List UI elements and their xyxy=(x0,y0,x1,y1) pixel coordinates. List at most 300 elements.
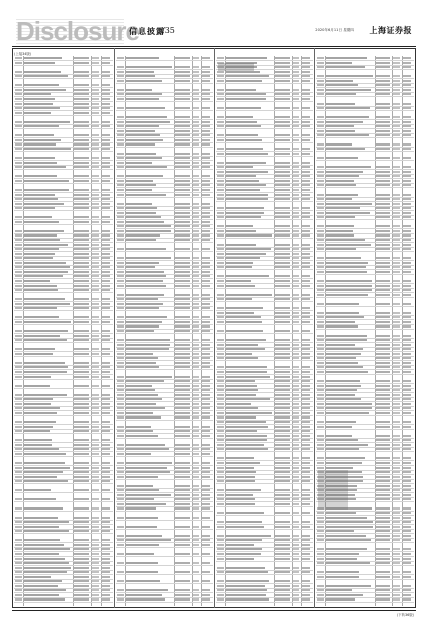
table-cell-text xyxy=(302,212,310,214)
row-rule xyxy=(14,433,113,434)
row-rule xyxy=(14,501,113,502)
row-rule xyxy=(116,520,213,521)
table-cell-text xyxy=(326,212,370,214)
table-cell-text xyxy=(92,407,99,409)
table-cell-text xyxy=(293,462,299,464)
table-cell-text xyxy=(403,407,411,409)
table-cell-text xyxy=(193,562,199,564)
table-cell-text xyxy=(376,89,390,91)
table-cell-text xyxy=(326,576,359,578)
table-cell-text xyxy=(376,412,390,414)
table-cell-text xyxy=(24,580,62,582)
table-cell-text xyxy=(326,230,353,232)
table-cell-text xyxy=(217,589,224,591)
table-cell-text xyxy=(226,57,267,59)
table-cell-text xyxy=(15,526,22,528)
table-highlight-block xyxy=(318,470,348,510)
table-cell-text xyxy=(92,571,99,573)
table-cell-text xyxy=(275,312,290,314)
table-cell-text xyxy=(102,93,110,95)
table-cell-text xyxy=(317,435,324,437)
table-cell-text xyxy=(102,348,110,350)
row-rule xyxy=(316,247,414,248)
table-cell-text xyxy=(293,353,299,355)
table-cell-text xyxy=(226,521,262,523)
table-cell-text xyxy=(15,298,22,300)
table-cell-text xyxy=(74,366,89,368)
table-cell-text xyxy=(193,430,199,432)
table-cell-text xyxy=(326,535,366,537)
table-cell-text xyxy=(376,594,390,596)
table-cell-text xyxy=(24,112,51,114)
table-cell-text xyxy=(74,89,89,91)
table-cell-text xyxy=(317,130,324,132)
table-cell-text xyxy=(275,421,290,423)
continued-to-label: (下转36版) xyxy=(396,613,414,617)
table-cell-text xyxy=(117,303,124,305)
table-cell-text xyxy=(293,321,299,323)
table-cell-text xyxy=(126,539,171,541)
table-cell-text xyxy=(403,294,411,296)
table-cell-text xyxy=(175,485,190,487)
table-cell-text xyxy=(317,84,324,86)
table-cell-text xyxy=(293,316,299,318)
table-cell-text xyxy=(302,535,310,537)
table-cell-text xyxy=(202,316,210,318)
row-rule xyxy=(14,588,113,589)
row-rule xyxy=(216,397,313,398)
row-rule xyxy=(116,165,213,166)
table-cell-text xyxy=(393,598,400,600)
table-cell-text xyxy=(117,376,124,378)
row-rule xyxy=(14,520,113,521)
row-rule xyxy=(316,274,414,275)
table-cell-text xyxy=(226,207,264,209)
table-cell-text xyxy=(117,207,124,209)
table-cell-text xyxy=(393,280,400,282)
table-cell-text xyxy=(117,234,124,236)
row-rule xyxy=(116,388,213,389)
table-cell-text xyxy=(393,571,400,573)
row-rule xyxy=(14,219,113,220)
row-rule xyxy=(316,520,414,521)
table-cell-text xyxy=(74,230,89,232)
table-cell-text xyxy=(74,571,89,573)
table-cell-text xyxy=(317,348,324,350)
table-cell-text xyxy=(202,107,210,109)
table-cell-text xyxy=(302,307,310,309)
table-cell-text xyxy=(175,316,190,318)
table-cell-text xyxy=(117,344,124,346)
table-cell-text xyxy=(293,275,299,277)
table-cell-text xyxy=(24,234,57,236)
table-cell-text xyxy=(317,394,324,396)
table-cell-text xyxy=(15,353,22,355)
table-cell-text xyxy=(393,594,400,596)
table-cell-text xyxy=(202,294,210,296)
table-cell-text xyxy=(302,316,310,318)
table-cell-text xyxy=(92,498,99,500)
row-rule xyxy=(216,74,313,75)
row-rule xyxy=(14,406,113,407)
table-cell-text xyxy=(317,353,324,355)
table-cell-text xyxy=(126,471,170,473)
table-cell-text xyxy=(117,507,124,509)
table-cell-text xyxy=(393,353,400,355)
row-rule xyxy=(116,574,213,575)
table-cell-text xyxy=(275,498,290,500)
table-cell-text xyxy=(217,116,224,118)
table-cell-text xyxy=(376,266,390,268)
table-cell-text xyxy=(126,389,155,391)
table-cell-text xyxy=(24,562,69,564)
row-rule xyxy=(14,369,113,370)
table-cell-text xyxy=(217,594,224,596)
table-cell-text xyxy=(15,139,22,141)
table-cell-text xyxy=(117,339,124,341)
row-rule xyxy=(316,388,414,389)
table-cell-text xyxy=(126,544,159,546)
table-cell-text xyxy=(226,285,255,287)
table-cell-text xyxy=(92,376,99,378)
row-rule xyxy=(216,60,313,61)
table-cell-text xyxy=(293,426,299,428)
table-cell-text xyxy=(376,157,390,159)
table-cell-text xyxy=(175,444,190,446)
table-cell-text xyxy=(376,134,390,136)
table-cell-text xyxy=(102,112,110,114)
table-cell-text xyxy=(74,75,89,77)
table-cell-text xyxy=(403,116,411,118)
table-cell-text xyxy=(193,366,199,368)
table-cell-text xyxy=(202,225,210,227)
table-cell-text xyxy=(92,162,99,164)
row-rule xyxy=(216,360,313,361)
table-cell-text xyxy=(193,257,199,259)
table-cell-text xyxy=(193,444,199,446)
table-cell-text xyxy=(293,467,299,469)
table-cell-text xyxy=(175,598,190,600)
row-rule xyxy=(316,561,414,562)
table-cell-text xyxy=(92,330,99,332)
table-cell-text xyxy=(193,162,199,164)
table-cell-text xyxy=(393,312,400,314)
row-rule xyxy=(216,447,313,448)
table-cell-text xyxy=(117,385,124,387)
table-cell-text xyxy=(302,71,310,73)
table-cell-text xyxy=(393,125,400,127)
row-rule xyxy=(316,251,414,252)
table-cell-text xyxy=(202,221,210,223)
row-rule xyxy=(216,192,313,193)
table-cell-text xyxy=(102,175,110,177)
row-rule xyxy=(116,451,213,452)
table-cell-text xyxy=(102,307,110,309)
table-cell-text xyxy=(15,471,22,473)
table-cell-text xyxy=(175,66,190,68)
table-cell-text xyxy=(293,385,299,387)
table-cell-text xyxy=(226,380,255,382)
table-cell-text xyxy=(317,121,324,123)
row-rule xyxy=(316,283,414,284)
table-cell-text xyxy=(275,344,290,346)
table-cell-text xyxy=(302,426,310,428)
table-cell-text xyxy=(393,62,400,64)
row-rule xyxy=(14,274,113,275)
row-rule xyxy=(216,151,313,152)
table-cell-text xyxy=(74,321,89,323)
table-cell-text xyxy=(317,289,324,291)
table-cell-text xyxy=(326,385,361,387)
table-cell-text xyxy=(317,225,324,227)
table-cell-text xyxy=(226,121,257,123)
table-cell-text xyxy=(15,257,22,259)
table-cell-text xyxy=(275,244,290,246)
table-cell-text xyxy=(302,416,310,418)
table-cell-text xyxy=(193,485,199,487)
table-cell-text xyxy=(15,216,22,218)
table-cell-text xyxy=(217,503,224,505)
table-cell-text xyxy=(117,389,124,391)
table-cell-text xyxy=(403,335,411,337)
table-cell-text xyxy=(175,366,190,368)
table-cell-text xyxy=(317,521,324,523)
table-cell-text xyxy=(193,321,199,323)
table-cell-text xyxy=(202,589,210,591)
table-cell-text xyxy=(293,189,299,191)
table-cell-text xyxy=(92,394,99,396)
row-rule xyxy=(116,356,213,357)
table-cell-text xyxy=(117,476,124,478)
table-cell-text xyxy=(92,103,99,105)
table-cell-text xyxy=(92,453,99,455)
table-cell-text xyxy=(15,567,22,569)
table-cell-text xyxy=(302,521,310,523)
table-cell-text xyxy=(403,357,411,359)
table-cell-text xyxy=(317,198,324,200)
row-rule xyxy=(14,561,113,562)
table-cell-text xyxy=(175,517,190,519)
table-cell-text xyxy=(117,285,124,287)
table-cell-text xyxy=(102,298,110,300)
table-cell-text xyxy=(217,598,224,600)
table-cell-text xyxy=(326,521,373,523)
table-cell-text xyxy=(193,416,199,418)
table-cell-text xyxy=(202,130,210,132)
table-cell-text xyxy=(217,353,224,355)
table-cell-text xyxy=(293,66,299,68)
table-cell-text xyxy=(202,344,210,346)
table-cell-text xyxy=(293,98,299,100)
table-cell-text xyxy=(175,57,190,59)
table-cell-text xyxy=(117,107,124,109)
row-rule xyxy=(316,442,414,443)
row-rule xyxy=(14,106,113,107)
row-rule xyxy=(116,592,213,593)
row-rule xyxy=(116,301,213,302)
table-cell-text xyxy=(126,526,157,528)
table-cell-text xyxy=(275,467,290,469)
table-cell-text xyxy=(102,266,110,268)
table-cell-text xyxy=(217,75,224,77)
table-cell-text xyxy=(175,330,190,332)
row-rule xyxy=(216,424,313,425)
row-rule xyxy=(316,602,414,603)
table-cell-text xyxy=(92,234,99,236)
table-cell-text xyxy=(376,357,390,359)
table-cell-text xyxy=(393,344,400,346)
table-cell-text xyxy=(393,134,400,136)
table-cell-text xyxy=(293,489,299,491)
table-cell-text xyxy=(403,207,411,209)
table-cell-text xyxy=(376,84,390,86)
row-rule xyxy=(14,574,113,575)
table-cell-text xyxy=(403,371,411,373)
table-cell-text xyxy=(217,184,224,186)
table-cell-text xyxy=(226,435,267,437)
table-cell-text xyxy=(117,248,124,250)
table-cell-text xyxy=(15,162,22,164)
table-cell-text xyxy=(15,266,22,268)
table-cell-text xyxy=(326,467,353,469)
table-cell-text xyxy=(376,421,390,423)
table-cell-text xyxy=(293,471,299,473)
table-cell-text xyxy=(403,75,411,77)
table-cell-text xyxy=(193,207,199,209)
table-cell-text xyxy=(15,362,22,364)
table-cell-text xyxy=(74,253,89,255)
table-cell-text xyxy=(92,207,99,209)
row-rule xyxy=(216,251,313,252)
table-cell-text xyxy=(226,476,255,478)
table-cell-text xyxy=(15,594,22,596)
table-cell-text xyxy=(15,426,22,428)
row-rule xyxy=(316,579,414,580)
table-cell-text xyxy=(226,339,266,341)
table-cell-text xyxy=(217,230,224,232)
table-cell-text xyxy=(226,535,271,537)
table-cell-text xyxy=(175,75,190,77)
table-cell-text xyxy=(302,471,310,473)
table-cell-text xyxy=(393,107,400,109)
row-rule xyxy=(216,356,313,357)
table-cell-text xyxy=(302,139,310,141)
table-cell-text xyxy=(24,194,55,196)
table-cell-text xyxy=(217,253,224,255)
table-cell-text xyxy=(74,175,89,177)
table-cell-text xyxy=(226,225,253,227)
table-cell-text xyxy=(175,507,190,509)
table-cell-text xyxy=(15,339,22,341)
table-cell-text xyxy=(193,357,199,359)
row-rule xyxy=(116,251,213,252)
table-cell-text xyxy=(15,57,22,59)
table-cell-text xyxy=(326,294,368,296)
table-cell-text xyxy=(317,589,324,591)
table-cell-text xyxy=(393,93,400,95)
table-cell-text xyxy=(126,535,162,537)
table-cell-text xyxy=(217,248,224,250)
table-cell-text xyxy=(74,526,89,528)
row-rule xyxy=(14,74,113,75)
table-cell-text xyxy=(403,553,411,555)
table-cell-text xyxy=(302,230,310,232)
table-cell-text xyxy=(92,489,99,491)
table-cell-text xyxy=(102,189,110,191)
table-cell-text xyxy=(275,544,290,546)
table-cell-text xyxy=(376,116,390,118)
table-cell-text xyxy=(302,376,310,378)
row-rule xyxy=(116,547,213,548)
table-cell-text xyxy=(24,544,64,546)
table-cell-text xyxy=(376,371,390,373)
table-cell-text xyxy=(202,526,210,528)
table-cell-text xyxy=(24,143,56,145)
table-cell-text xyxy=(15,71,22,73)
table-cell-text xyxy=(376,335,390,337)
table-cell-text xyxy=(92,230,99,232)
table-cell-text xyxy=(326,380,360,382)
row-rule xyxy=(216,128,313,129)
table-cell-text xyxy=(393,271,400,273)
row-rule xyxy=(216,233,313,234)
row-rule xyxy=(116,78,213,79)
table-cell-text xyxy=(226,248,271,250)
table-cell-text xyxy=(126,348,169,350)
table-cell-text xyxy=(15,539,22,541)
table-cell-text xyxy=(15,398,22,400)
table-cell-text xyxy=(126,125,159,127)
table-cell-text xyxy=(202,380,210,382)
table-cell-text xyxy=(376,476,390,478)
row-rule xyxy=(116,210,213,211)
table-cell-text xyxy=(193,80,199,82)
row-rule xyxy=(14,479,113,480)
table-cell-text xyxy=(317,594,324,596)
table-cell-text xyxy=(24,139,61,141)
table-cell-text xyxy=(74,594,89,596)
row-rule xyxy=(216,301,313,302)
table-cell-text xyxy=(217,380,224,382)
table-cell-text xyxy=(376,344,390,346)
table-cell-text xyxy=(376,598,390,600)
table-cell-text xyxy=(217,175,224,177)
table-cell-text xyxy=(376,489,390,491)
row-rule xyxy=(14,201,113,202)
table-cell-text xyxy=(393,80,400,82)
table-cell-text xyxy=(15,62,22,64)
table-cell-text xyxy=(74,134,89,136)
table-cell-text xyxy=(74,244,89,246)
table-cell-text xyxy=(24,303,70,305)
table-cell-text xyxy=(92,371,99,373)
table-cell-text xyxy=(74,289,89,291)
table-cell-text xyxy=(24,507,63,509)
table-cell-text xyxy=(393,262,400,264)
table-cell-text xyxy=(226,357,258,359)
table-cell-text xyxy=(326,157,358,159)
table-cell-text xyxy=(403,271,411,273)
table-cell-text xyxy=(403,103,411,105)
table-cell-text xyxy=(92,353,99,355)
table-cell-text xyxy=(24,221,59,223)
table-cell-text xyxy=(175,189,190,191)
row-rule xyxy=(14,137,113,138)
table-cell-text xyxy=(24,498,56,500)
table-cell-text xyxy=(403,526,411,528)
table-cell-text xyxy=(403,89,411,91)
table-cell-text xyxy=(275,366,290,368)
